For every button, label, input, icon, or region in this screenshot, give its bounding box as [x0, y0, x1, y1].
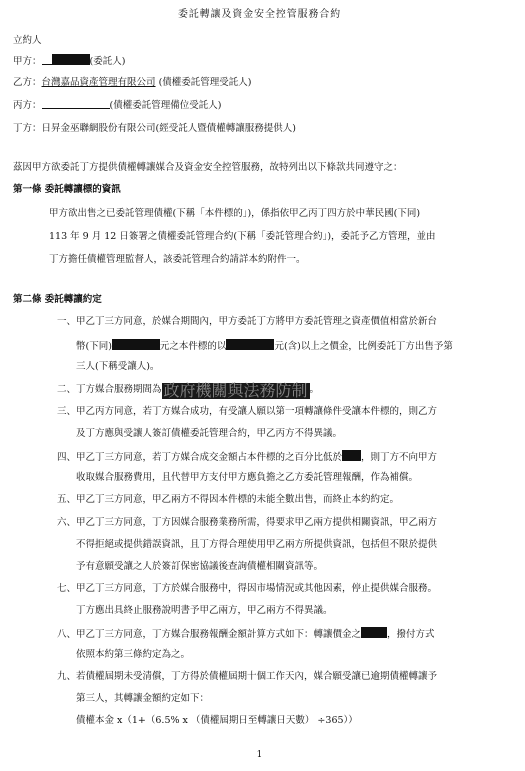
party-c-blank [42, 108, 110, 109]
party-c-suffix: (債權委託管理備位受託人) [109, 100, 222, 111]
item4-line2: 收取媒合服務費用，且代替甲方支付甲方應負擔之乙方委託管理報酬，作為補償。 [76, 472, 419, 483]
item4-line1 [57, 450, 437, 464]
party-d-text: 日昇金巫聯網股份有限公司(經受託人暨債權轉讓服務提供人) [41, 123, 296, 134]
item6-line2: 不得拒絕或提供錯誤資訊，且丁方得合理使用甲乙兩方所提供資訊，包括但不限於提供 [76, 539, 438, 550]
item2-text: 二、丁方媒合服務期間為 [57, 384, 162, 395]
article2-heading: 第二條 委託轉讓約定 [13, 294, 102, 305]
party-c-prefix: 丙方： [13, 100, 42, 111]
party-d-prefix: 丁方： [13, 123, 42, 134]
item1-line1: 一、甲乙丁三方同意，於媒合期間內，甲方委託丁方將甲方委託管理之資產價值相當於新台 [57, 316, 438, 327]
page-number: 1 [256, 750, 263, 760]
item8-line2: 依照本約第三條約定為之。 [76, 649, 191, 660]
item7-line2: 丁方應出具終止服務說明書予甲乙兩方，甲乙兩方不得異議。 [76, 605, 333, 616]
party-a-line [13, 54, 125, 68]
party-a-blank [42, 64, 52, 65]
party-d-line [13, 123, 296, 135]
item2-end: 。 [309, 384, 320, 395]
item8-redaction [361, 627, 387, 638]
contract-title: 委託轉讓及資金安全控管服務合約 [177, 9, 342, 20]
article1-line: 丁方擔任債權管理監督人，該委託管理合約請詳本約附件一。 [49, 254, 306, 265]
item6-line1: 六、甲乙丁三方同意，丁方因媒合服務業務所需，得要求甲乙兩方提供相關資訊，甲乙兩方 [57, 517, 438, 528]
item8-text-b: ，撥付方式 [387, 629, 435, 640]
item5-line: 五、甲乙丁三方同意，甲乙兩方不得因本件標的未能全數出售，而終止本約約定。 [57, 494, 400, 505]
item1-redaction-1 [112, 339, 160, 350]
party-c-line [13, 100, 221, 112]
item1-line3: 三人(下稱受讓人)。 [76, 361, 160, 372]
item7-line1: 七、甲乙丁三方同意，丁方於媒合服務中，得因市場情況或其他因素，停止提供媒合服務。 [57, 583, 438, 594]
article1-heading: 第一條 委託轉讓標的資訊 [13, 184, 121, 195]
item1-text-a: 幣(下同) [76, 341, 112, 352]
parties-intro: 立約人 [13, 35, 42, 46]
preamble: 茲因甲方欲委託丁方提供債權轉讓媒合及資金安全控管服務，故特列出以下條款共同遵守之： [13, 162, 403, 173]
item4-text-a: 四、甲乙丁三方同意，若丁方媒合成交金額占本件標的之百分比低於 [57, 452, 343, 463]
item1-text-b: 元之本件標的以 [159, 341, 227, 352]
item8-line1 [57, 627, 435, 641]
item2-line [57, 383, 319, 399]
item1-line2 [76, 339, 453, 353]
article1-line: 甲方欲出售之已委託管理債權(下稱「本件標的」)，係指依甲乙丙丁四方於中華民國(下同) [49, 208, 421, 219]
party-b-name: 台灣嘉品資產管理有限公司 [41, 77, 156, 88]
item3-line1: 三、甲乙丙方同意，若丁方媒合成功，有受讓人願以第一項轉讓條件受讓本件標的，則乙方 [57, 406, 438, 417]
item3-line2: 及丁方應與受讓人簽訂債權委託管理合約，甲乙丙方不得異議。 [76, 428, 343, 439]
party-b-line [13, 77, 251, 89]
item9-line2: 第三人，其轉讓金額約定如下： [76, 693, 210, 704]
item9-line1: 九、若債權屆期未受清償，丁方得於債權屆期十個工作天內，媒合願受讓已逾期債權轉讓予 [57, 671, 438, 682]
item1-text-c: 元(含)以上之價金，比例委託丁方出售予第 [274, 341, 453, 352]
party-a-prefix: 甲方： [13, 56, 42, 67]
party-a-suffix: (委託人) [89, 56, 126, 67]
item4-text-b: ，則丁方不向甲方 [361, 452, 438, 463]
party-a-redaction [52, 54, 90, 65]
item6-line3: 予有意願受讓之人於簽訂保密協議後查詢債權相關資訊等。 [76, 561, 324, 572]
article1-line: 113 年 9 月 12 日簽署之債權委託管理合約(下稱「委託管理合約」)，委託予乙方管理，並由 [49, 231, 436, 242]
item1-redaction-2 [226, 339, 274, 350]
item4-redaction [342, 450, 361, 461]
party-b-suffix: (債權委託管理受託人) [158, 77, 252, 88]
party-b-prefix: 乙方： [13, 77, 42, 88]
item2-overlay-text: 政府機關與法務防制 [163, 381, 308, 400]
item8-text-a: 八、甲乙丁三方同意，丁方媒合服務報酬金額計算方式如下：轉讓價金之 [57, 629, 362, 640]
item9-formula: 債權本金 x（1+（6.5% x （債權屆期日至轉讓日天數） ÷365）） [76, 715, 358, 726]
